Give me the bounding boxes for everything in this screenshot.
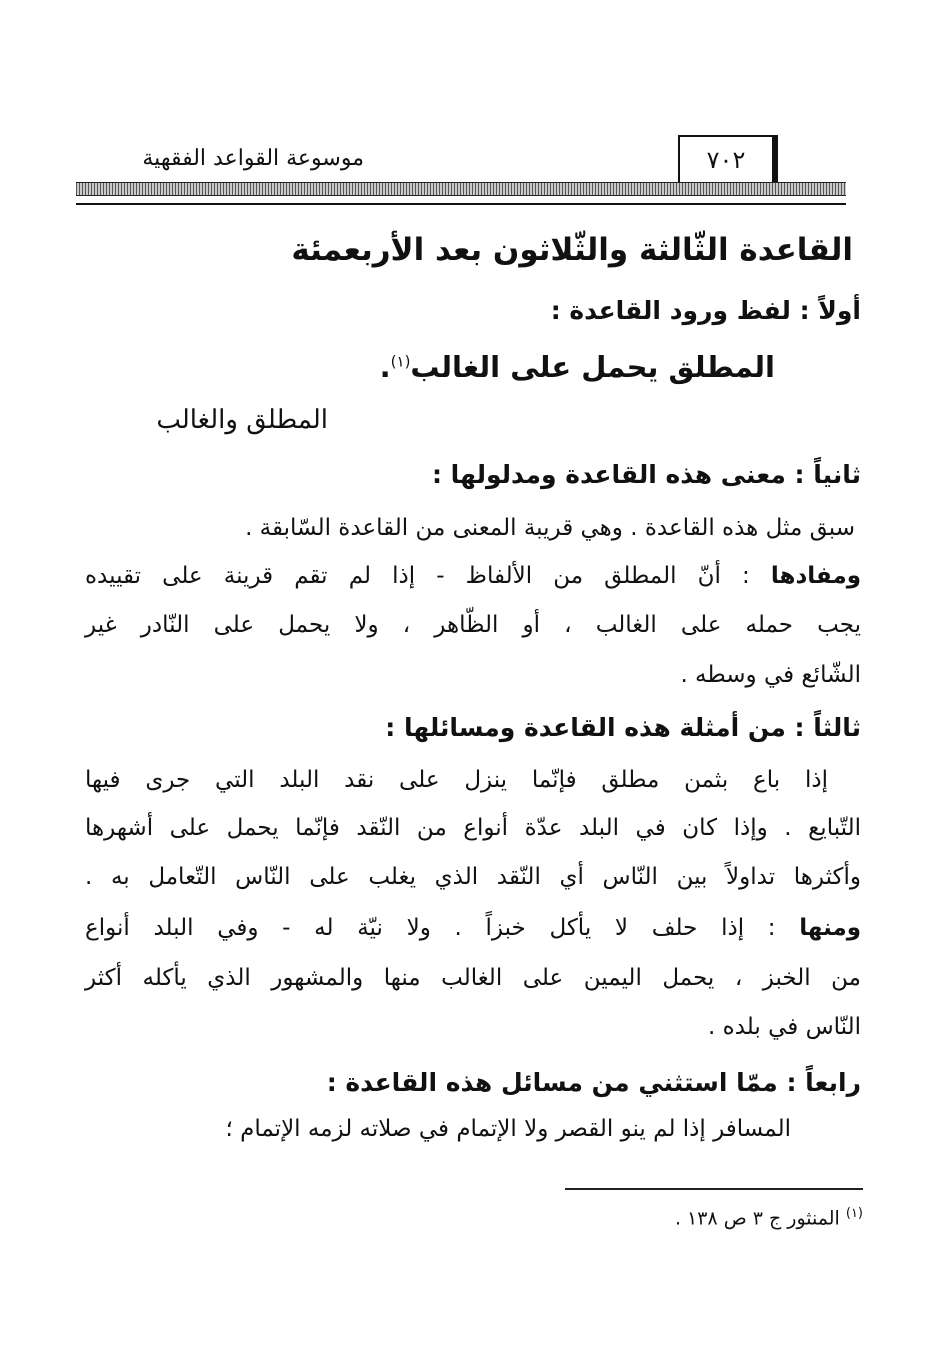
paragraph-line: من الخبز ، يحمل اليمين على الغالب منها والمشهور الذي يأكله أكثر: [85, 965, 861, 991]
paragraph-line: إذا باع بثمن مطلق فإنّما ينزل على نقد البلد التي جرى فيها: [85, 767, 828, 793]
paragraph-line: النّاس في بلده .: [708, 1014, 861, 1040]
header-rule-band: [76, 182, 846, 196]
paragraph-lead-word: ومفادها: [770, 563, 862, 589]
rule-statement-text: المطلق يحمل على الغالب: [410, 350, 775, 384]
footnote-text: المنثور ج ٣ ص ١٣٨ .: [674, 1207, 840, 1230]
rule-statement: [380, 350, 775, 384]
footnote: [675, 1206, 863, 1229]
section-heading-exceptions: رابعاً : ممّا استثني من مسائل هذه القاعدة :: [326, 1068, 861, 1097]
header-rule-line: [76, 203, 846, 205]
section-heading-meaning: ثانياً : معنى هذه القاعدة ومدلولها :: [431, 460, 861, 489]
paragraph-line: سبق مثل هذه القاعدة . وهي قريبة المعنى من القاعدة السّابقة .: [245, 515, 855, 541]
paragraph-line: الشّائع في وسطه .: [680, 662, 861, 688]
running-header-title: موسوعة القواعد الفقهية: [142, 146, 364, 171]
paragraph-lead-word: ومنها: [799, 915, 861, 941]
page-number-box: [678, 135, 778, 185]
footnote-separator: [565, 1188, 863, 1190]
paragraph-line: [85, 563, 861, 589]
page-number: ٧٠٢: [706, 146, 746, 174]
paragraph-line-text: : إذا حلف لا يأكل خبزاً . ولا نيّة له - وفي البلد أنواع: [85, 915, 776, 941]
paragraph-line: وأكثرها تداولاً بين النّاس أي النّقد الذي يغلب على النّاس التّعامل به .: [85, 864, 861, 890]
rule-alternate-wording: المطلق والغالب: [156, 405, 328, 435]
paragraph-line: المسافر إذا لم ينو القصر ولا الإتمام في صلاته لزمه الإتمام ؛: [225, 1116, 791, 1142]
footnote-reference: (١): [390, 352, 411, 371]
rule-title: القاعدة الثّالثة والثّلاثون بعد الأربعمئة: [291, 232, 853, 268]
section-heading-wording: أولاً : لفظ ورود القاعدة :: [550, 296, 861, 325]
paragraph-line-text: : أنّ المطلق من الألفاظ - إذا لم تقم قرينة على تقييده: [85, 563, 750, 589]
rule-statement-end: .: [379, 350, 391, 384]
paragraph-line: [85, 915, 861, 941]
paragraph-line: يجب حمله على الغالب ، أو الظّاهر ، ولا يحمل على النّادر غير: [85, 612, 861, 638]
footnote-mark: (١): [845, 1206, 863, 1221]
paragraph-line: التّبايع . وإذا كان في البلد عدّة أنواع من النّقد فإنّما يحمل على أشهرها: [85, 815, 861, 841]
section-heading-examples: ثالثاً : من أمثلة هذه القاعدة ومسائلها :: [385, 713, 861, 742]
